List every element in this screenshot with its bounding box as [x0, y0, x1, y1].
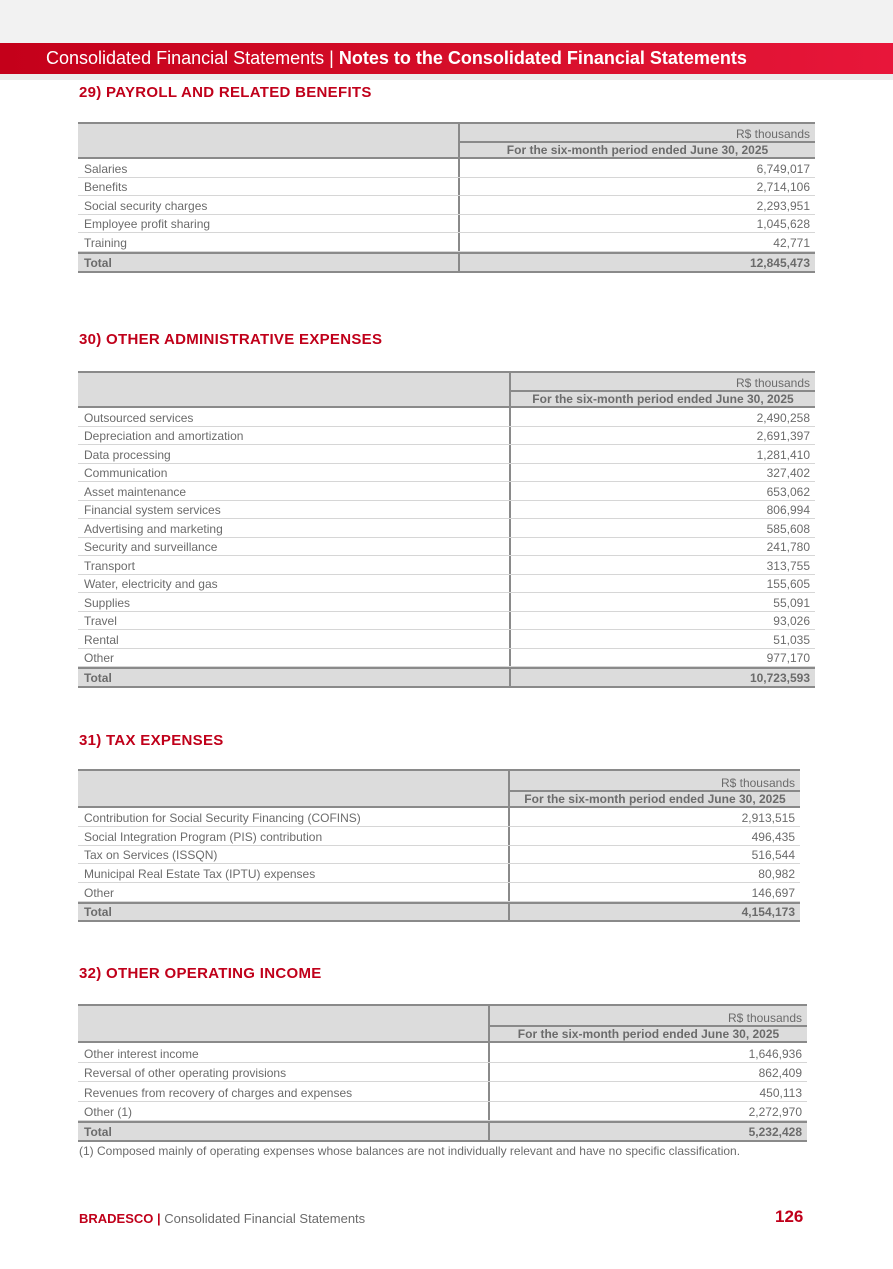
row-value: 2,913,515	[741, 810, 795, 825]
footer-brand: BRADESCO	[79, 1211, 154, 1226]
total-value: 4,154,173	[741, 904, 795, 919]
total-label: Total	[78, 669, 511, 686]
section-title: 30) OTHER ADMINISTRATIVE EXPENSES	[79, 331, 383, 348]
data-table	[78, 371, 815, 688]
row-label: Asset maintenance	[78, 482, 511, 500]
row-value: 1,281,410	[756, 447, 810, 462]
period-header: For the six-month period ended June 30, 2025	[517, 1027, 780, 1041]
table-row	[78, 408, 815, 427]
header-right	[460, 124, 815, 157]
row-label: Other interest income	[78, 1043, 490, 1062]
data-table	[78, 1004, 807, 1142]
row-label: Other	[78, 883, 510, 901]
row-label: Water, electricity and gas	[78, 575, 511, 593]
header-separator: |	[324, 48, 339, 68]
period-header: For the six-month period ended June 30, 2025	[532, 392, 794, 406]
table-row	[78, 556, 815, 575]
row-label: Depreciation and amortization	[78, 427, 511, 445]
row-value: 51,035	[773, 632, 810, 647]
row-value: 327,402	[766, 466, 810, 480]
table-row	[78, 864, 800, 883]
total-row	[78, 1121, 807, 1140]
table-row	[78, 846, 800, 865]
header-shadow	[0, 74, 893, 80]
header-blank-cell	[78, 373, 511, 406]
row-value: 516,544	[751, 848, 795, 863]
row-label: Revenues from recovery of charges and expenses	[78, 1082, 490, 1101]
row-value: 80,982	[758, 867, 795, 882]
top-margin	[0, 0, 893, 43]
row-label: Supplies	[78, 593, 511, 611]
table-row	[78, 808, 800, 827]
footer-separator: |	[153, 1211, 165, 1226]
table-header	[78, 124, 815, 159]
data-table	[78, 769, 800, 922]
row-label: Social security charges	[78, 196, 460, 214]
row-value: 450,113	[759, 1085, 802, 1100]
page-header-band	[0, 43, 893, 74]
table-row	[78, 612, 815, 631]
page-footer	[79, 1211, 365, 1226]
section-title: 32) OTHER OPERATING INCOME	[79, 965, 322, 982]
row-value: 2,714,106	[756, 180, 810, 195]
row-value: 6,749,017	[756, 161, 810, 176]
row-label: Social Integration Program (PIS) contribution	[78, 827, 510, 845]
row-label: Other (1)	[78, 1102, 490, 1121]
unit-label: R$ thousands	[510, 771, 800, 792]
row-label: Salaries	[78, 159, 460, 177]
row-value: 585,608	[766, 521, 810, 536]
table-row	[78, 593, 815, 612]
row-value: 977,170	[766, 651, 810, 665]
table-row	[78, 482, 815, 501]
table-row	[78, 196, 815, 215]
header-blank-cell	[78, 771, 510, 806]
row-label: Other	[78, 649, 511, 667]
row-label: Security and surveillance	[78, 538, 511, 556]
row-value: 2,691,397	[756, 429, 810, 443]
row-label: Outsourced services	[78, 408, 511, 426]
period-header: For the six-month period ended June 30, 2025	[506, 143, 769, 157]
total-label: Total	[78, 904, 510, 920]
table-header	[78, 1006, 807, 1043]
row-value: 496,435	[751, 829, 795, 844]
row-label: Reversal of other operating provisions	[78, 1063, 490, 1082]
table-row	[78, 827, 800, 846]
row-value: 1,045,628	[756, 217, 810, 232]
table-row	[78, 233, 815, 252]
row-label: Advertising and marketing	[78, 519, 511, 537]
table-row	[78, 1082, 807, 1102]
row-value: 2,293,951	[756, 198, 810, 213]
table-row	[78, 501, 815, 520]
total-row	[78, 902, 800, 920]
table-row	[78, 630, 815, 649]
table-row	[78, 649, 815, 668]
table-row	[78, 427, 815, 446]
row-label: Tax on Services (ISSQN)	[78, 846, 510, 864]
row-value: 2,272,970	[748, 1105, 802, 1119]
table-row	[78, 1102, 807, 1122]
table-row	[78, 159, 815, 178]
table-row	[78, 519, 815, 538]
total-value: 10,723,593	[749, 671, 810, 685]
row-value: 806,994	[766, 503, 810, 517]
row-label: Financial system services	[78, 501, 511, 519]
total-value: 5,232,428	[748, 1125, 802, 1139]
table-row	[78, 178, 815, 197]
header-right	[490, 1006, 807, 1041]
total-value: 12,845,473	[749, 255, 810, 270]
row-label: Benefits	[78, 178, 460, 196]
page-number: 126	[775, 1207, 804, 1226]
row-label: Contribution for Social Security Financing (COFINS)	[78, 808, 510, 826]
unit-label: R$ thousands	[490, 1006, 807, 1027]
total-row	[78, 667, 815, 686]
header-right	[510, 771, 800, 806]
total-row	[78, 252, 815, 271]
unit-label: R$ thousands	[511, 373, 815, 392]
row-value: 55,091	[773, 595, 810, 610]
table-row	[78, 883, 800, 902]
row-value: 241,780	[766, 540, 810, 554]
table-row	[78, 445, 815, 464]
total-label: Total	[78, 254, 460, 271]
table-row	[78, 464, 815, 483]
header-right: Notes to the Consolidated Financial Statements	[338, 48, 747, 68]
table-row	[78, 575, 815, 594]
row-value: 862,409	[758, 1066, 802, 1080]
footnote: (1) Composed mainly of operating expenses whose balances are not individually relevant and have no specific classification.	[79, 1144, 741, 1158]
table-header	[78, 771, 800, 808]
row-value: 313,755	[766, 558, 810, 573]
row-label: Municipal Real Estate Tax (IPTU) expenses	[78, 864, 510, 882]
row-value: 146,697	[751, 885, 795, 900]
header-blank-cell	[78, 1006, 490, 1041]
section-title: 31) TAX EXPENSES	[79, 732, 224, 749]
period-header: For the six-month period ended June 30, 2025	[524, 792, 786, 806]
header-right	[511, 373, 815, 406]
row-value: 2,490,258	[756, 410, 810, 425]
row-value: 93,026	[773, 614, 810, 628]
table-header	[78, 373, 815, 408]
footer-text: Consolidated Financial Statements	[164, 1211, 366, 1226]
row-label: Communication	[78, 464, 511, 482]
data-table	[78, 122, 815, 273]
row-value: 653,062	[766, 484, 810, 499]
row-label: Data processing	[78, 445, 511, 463]
row-label: Travel	[78, 612, 511, 630]
table-row	[78, 1043, 807, 1063]
section-title: 29) PAYROLL AND RELATED BENEFITS	[79, 84, 372, 101]
total-label: Total	[78, 1123, 490, 1140]
row-label: Training	[78, 233, 460, 251]
row-value: 155,605	[766, 577, 810, 591]
unit-label: R$ thousands	[460, 124, 815, 143]
table-row	[78, 215, 815, 234]
row-label: Transport	[78, 556, 511, 574]
row-label: Employee profit sharing	[78, 215, 460, 233]
header-left: Consolidated Financial Statements	[46, 48, 325, 68]
row-label: Rental	[78, 630, 511, 648]
row-value: 42,771	[773, 235, 810, 250]
table-row	[78, 1063, 807, 1083]
row-value: 1,646,936	[748, 1046, 802, 1061]
header-blank-cell	[78, 124, 460, 157]
table-row	[78, 538, 815, 557]
